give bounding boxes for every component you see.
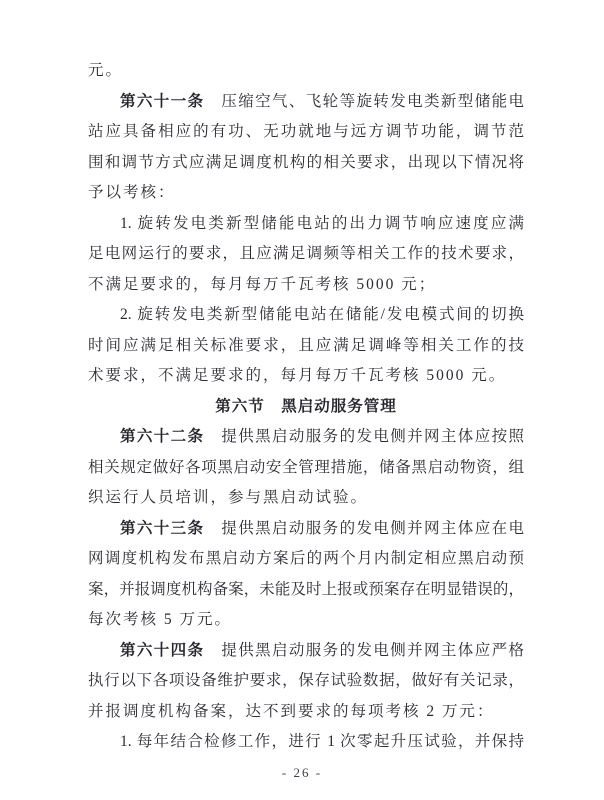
text-line	[88, 575, 524, 606]
text-segment: 网调度机构发布黑启动方案后的两个月内制定相应黑启动预	[88, 550, 524, 567]
text-segment: 术要求，不满足要求的，每月每万千瓦考核 5000 元。	[88, 367, 507, 384]
text-segment: 元。	[88, 62, 124, 79]
article-number: 第六十三条	[120, 519, 205, 537]
text-segment: 压缩空气、飞轮等旋转发电类新型储能电	[204, 92, 524, 110]
text-line	[88, 361, 524, 392]
text-segment: 执行以下各项设备维护要求，保存试验数据，做好有关记录，	[88, 672, 524, 689]
article-number: 第六十二条	[120, 428, 205, 445]
text-line	[88, 178, 524, 209]
text-line	[88, 239, 524, 270]
text-line	[88, 331, 524, 362]
article-line	[88, 636, 524, 667]
text-line	[88, 666, 524, 697]
text-segment: 不满足要求的，每月每万千瓦考核 5000 元；	[88, 275, 437, 293]
text-segment: 站应具备相应的有功、无功就地与远方调节功能，调节范	[88, 123, 524, 140]
article-line	[88, 422, 524, 453]
text-segment: 1. 旋转发电类新型储能电站的出力调节响应速度应满	[120, 214, 524, 232]
text-line	[88, 453, 524, 484]
text-line	[88, 209, 524, 240]
text-line	[88, 727, 524, 758]
text-line	[88, 605, 524, 636]
section-heading-text: 第六节 黑启动服务管理	[215, 397, 397, 415]
text-segment: 案，并报调度机构备案，未能及时上报或预案存在明显错误的，	[88, 580, 524, 598]
text-line	[88, 483, 524, 514]
text-segment: 予以考核：	[88, 184, 176, 201]
article-number: 第六十四条	[120, 641, 205, 659]
text-segment: 每次考核 5 万元。	[88, 611, 233, 628]
text-segment: 1. 每年结合检修工作，进行 1 次零起升压试验，并保持	[120, 733, 524, 750]
text-segment: 2. 旋转发电类新型储能电站在储能/发电模式间的切换	[120, 306, 524, 323]
text-segment: 提供黑启动服务的发电侧并网主体应按照	[204, 428, 524, 445]
text-segment: 时间应满足相关标准要求，且应满足调峰等相关工作的技	[88, 336, 524, 354]
text-line	[88, 697, 524, 728]
text-segment: 围和调节方式应满足调度机构的相关要求，出现以下情况将	[88, 153, 524, 171]
text-segment: 并报调度机构备案，达不到要求的每项考核 2 万元：	[88, 702, 495, 720]
text-segment: 提供黑启动服务的发电侧并网主体应严格	[204, 641, 524, 659]
document-body	[88, 56, 524, 758]
text-segment: 提供黑启动服务的发电侧并网主体应在电	[204, 519, 524, 537]
text-segment: 足电网运行的要求，且应满足调频等相关工作的技术要求，	[88, 245, 524, 262]
text-line	[88, 148, 524, 179]
article-line	[88, 514, 524, 545]
page-number: - 26 -	[281, 765, 323, 780]
text-line	[88, 270, 524, 301]
article-number: 第六十一条	[120, 92, 205, 110]
text-line	[88, 544, 524, 575]
text-line	[88, 117, 524, 148]
text-segment: 织运行人员培训，参与黑启动试验。	[88, 489, 369, 506]
text-line	[88, 56, 524, 87]
text-line	[88, 300, 524, 331]
article-line	[88, 87, 524, 118]
section-heading	[88, 392, 524, 423]
text-segment: 相关规定做好各项黑启动安全管理措施，储备黑启动物资，组	[88, 458, 524, 476]
